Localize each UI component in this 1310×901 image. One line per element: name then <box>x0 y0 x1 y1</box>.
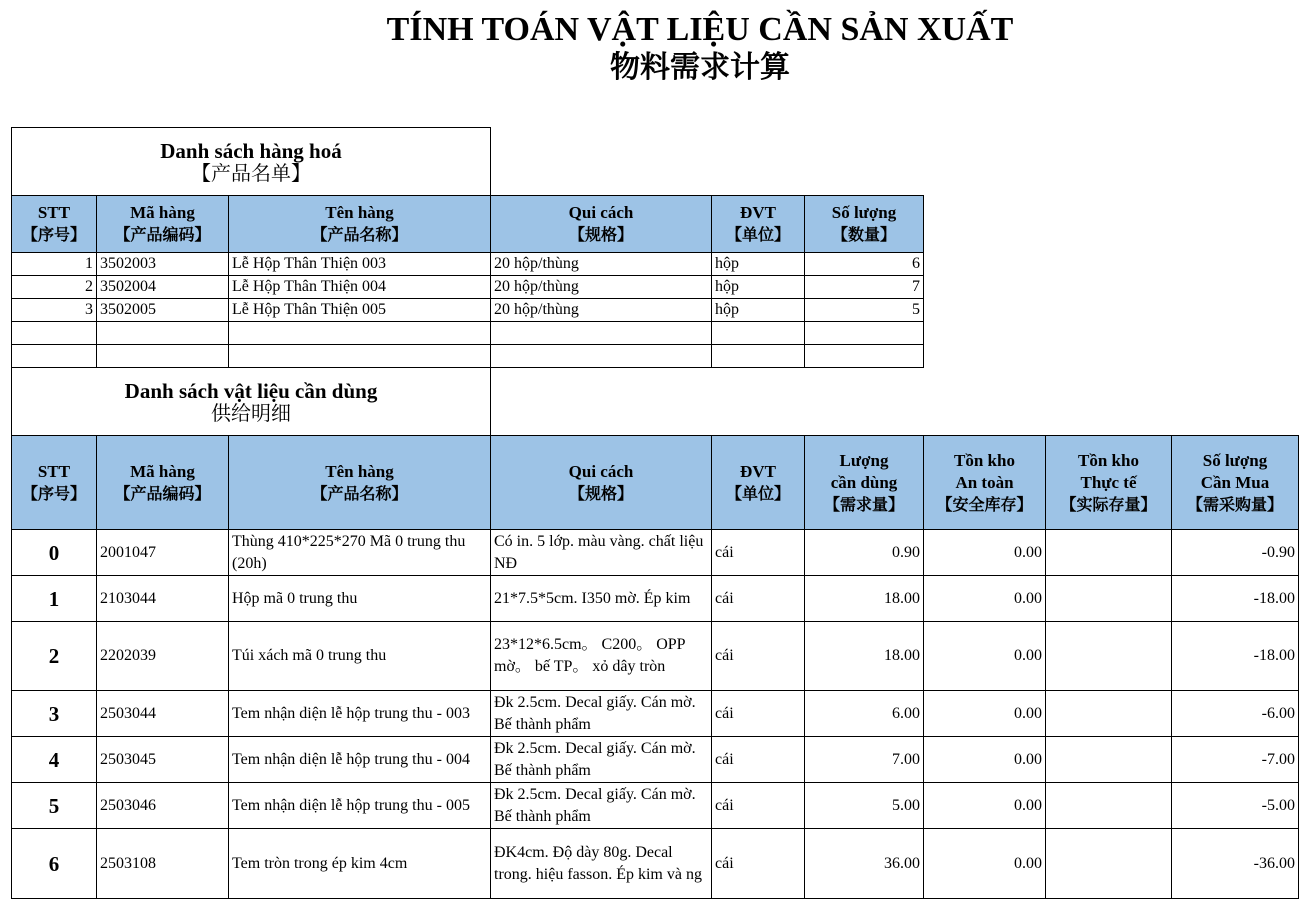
col-header-unit: ĐVT 【单位】 <box>712 196 805 253</box>
cell-need: 5.00 <box>805 783 924 829</box>
table-row <box>12 691 1299 737</box>
col-header-stt: STT 【序号】 <box>12 436 97 530</box>
col-header-need: Lượng cần dùng 【需求量】 <box>805 436 924 530</box>
cell-stt: 1 <box>12 576 97 622</box>
col-header-spec: Qui cách 【规格】 <box>491 196 712 253</box>
col-header-code: Mã hàng 【产品编码】 <box>97 196 229 253</box>
cell-name: Hộp mã 0 trung thu <box>229 576 491 622</box>
cell-actual-stock <box>1046 783 1172 829</box>
cell-code: 2503108 <box>97 829 229 899</box>
col-header-stt: STT 【序号】 <box>12 196 97 253</box>
cell-unit: cái <box>712 622 805 691</box>
cell-spec: Có in. 5 lớp. màu vàng. chất liệu NĐ <box>491 530 712 576</box>
cell-purchase-qty: -7.00 <box>1172 737 1299 783</box>
cell-name: Tem nhận diện lễ hộp trung thu - 003 <box>229 691 491 737</box>
col-header-name: Tên hàng 【产品名称】 <box>229 436 491 530</box>
page-title: TÍNH TOÁN VẬT LIỆU CẦN SẢN XUẤT <box>386 11 1014 48</box>
cell-need: 18.00 <box>805 622 924 691</box>
cell-safety-stock: 0.00 <box>924 576 1046 622</box>
col-header-purchase-qty: Số lượng Cần Mua 【需采购量】 <box>1172 436 1299 530</box>
products-header-row <box>12 196 1299 253</box>
cell-name: Tem tròn trong ép kim 4cm <box>229 829 491 899</box>
cell-name: Lễ Hộp Thân Thiện 004 <box>229 276 491 299</box>
cell-stt: 2 <box>12 276 97 299</box>
page-subtitle-zh: 物料需求计算 <box>610 50 790 85</box>
cell-need: 0.90 <box>805 530 924 576</box>
cell-unit: cái <box>712 691 805 737</box>
materials-header-row <box>12 436 1299 530</box>
col-header-name: Tên hàng 【产品名称】 <box>229 196 491 253</box>
cell-name: Lễ Hộp Thân Thiện 003 <box>229 253 491 276</box>
cell-need: 18.00 <box>805 576 924 622</box>
cell-purchase-qty: -18.00 <box>1172 576 1299 622</box>
cell-safety-stock: 0.00 <box>924 622 1046 691</box>
cell-unit: cái <box>712 530 805 576</box>
cell-purchase-qty: -5.00 <box>1172 783 1299 829</box>
cell-code: 2103044 <box>97 576 229 622</box>
cell-safety-stock: 0.00 <box>924 530 1046 576</box>
col-header-actual-stock: Tồn kho Thực tế 【实际存量】 <box>1046 436 1172 530</box>
cell-stt: 0 <box>12 530 97 576</box>
cell-stt: 2 <box>12 622 97 691</box>
cell-purchase-qty: -0.90 <box>1172 530 1299 576</box>
cell-actual-stock <box>1046 691 1172 737</box>
cell-purchase-qty: -6.00 <box>1172 691 1299 737</box>
cell-purchase-qty: -18.00 <box>1172 622 1299 691</box>
cell-safety-stock: 0.00 <box>924 783 1046 829</box>
cell-actual-stock <box>1046 622 1172 691</box>
cell-unit: cái <box>712 829 805 899</box>
cell-spec: 21*7.5*5cm. I350 mờ. Ép kim <box>491 576 712 622</box>
table-row <box>12 253 1299 276</box>
cell-spec: Đk 2.5cm. Decal giấy. Cán mờ. Bế thành phẩm <box>491 783 712 829</box>
table-row <box>12 829 1299 899</box>
cell-unit: hộp <box>712 276 805 299</box>
cell-actual-stock <box>1046 530 1172 576</box>
table-row <box>12 622 1299 691</box>
table-row <box>12 737 1299 783</box>
cell-code: 2503046 <box>97 783 229 829</box>
cell-name: Thùng 410*225*270 Mã 0 trung thu (20h) <box>229 530 491 576</box>
table-row <box>12 276 1299 299</box>
cell-name: Tem nhận diện lễ hộp trung thu - 005 <box>229 783 491 829</box>
table-row-empty <box>12 322 1299 345</box>
cell-spec: 20 hộp/thùng <box>491 276 712 299</box>
cell-spec: Đk 2.5cm. Decal giấy. Cán mờ. Bế thành phẩm <box>491 691 712 737</box>
cell-code: 2202039 <box>97 622 229 691</box>
cell-purchase-qty: -36.00 <box>1172 829 1299 899</box>
materials-section-title: Danh sách vật liệu cần dùng 供给明细 <box>12 368 491 436</box>
cell-stt: 6 <box>12 829 97 899</box>
cell-unit: cái <box>712 576 805 622</box>
cell-stt: 4 <box>12 737 97 783</box>
cell-actual-stock <box>1046 737 1172 783</box>
cell-qty: 6 <box>805 253 924 276</box>
cell-unit: hộp <box>712 253 805 276</box>
cell-name: Lễ Hộp Thân Thiện 005 <box>229 299 491 322</box>
cell-spec: ĐK4cm. Độ dày 80g. Decal trong. hiệu fasson. Ép kim và ng <box>491 829 712 899</box>
col-header-spec: Qui cách 【规格】 <box>491 436 712 530</box>
cell-spec: Đk 2.5cm. Decal giấy. Cán mờ. Bế thành phẩm <box>491 737 712 783</box>
cell-stt: 3 <box>12 299 97 322</box>
cell-name: Túi xách mã 0 trung thu <box>229 622 491 691</box>
table-row-empty <box>12 345 1299 368</box>
cell-safety-stock: 0.00 <box>924 737 1046 783</box>
col-header-qty: Số lượng 【数量】 <box>805 196 924 253</box>
cell-stt: 1 <box>12 253 97 276</box>
cell-actual-stock <box>1046 576 1172 622</box>
cell-actual-stock <box>1046 829 1172 899</box>
table-row <box>12 299 1299 322</box>
cell-unit: cái <box>712 783 805 829</box>
table-row <box>12 783 1299 829</box>
cell-need: 7.00 <box>805 737 924 783</box>
table-row <box>12 530 1299 576</box>
cell-safety-stock: 0.00 <box>924 829 1046 899</box>
table-row <box>12 576 1299 622</box>
cell-need: 36.00 <box>805 829 924 899</box>
cell-code: 2503045 <box>97 737 229 783</box>
cell-stt: 5 <box>12 783 97 829</box>
cell-stt: 3 <box>12 691 97 737</box>
cell-code: 2001047 <box>97 530 229 576</box>
col-header-safety-stock: Tồn kho An toàn 【安全库存】 <box>924 436 1046 530</box>
cell-qty: 5 <box>805 299 924 322</box>
cell-spec: 20 hộp/thùng <box>491 253 712 276</box>
col-header-unit: ĐVT 【单位】 <box>712 436 805 530</box>
cell-spec: 20 hộp/thùng <box>491 299 712 322</box>
cell-safety-stock: 0.00 <box>924 691 1046 737</box>
cell-code: 3502003 <box>97 253 229 276</box>
products-section-title: Danh sách hàng hoá 【产品名单】 <box>12 128 491 196</box>
cell-code: 2503044 <box>97 691 229 737</box>
cell-spec: 23*12*6.5cm。 C200。 OPP mờ。 bế TP。 xỏ dây tròn <box>491 622 712 691</box>
cell-unit: cái <box>712 737 805 783</box>
cell-name: Tem nhận diện lễ hộp trung thu - 004 <box>229 737 491 783</box>
cell-code: 3502005 <box>97 299 229 322</box>
col-header-code: Mã hàng 【产品编码】 <box>97 436 229 530</box>
material-sheet <box>11 127 1299 899</box>
cell-code: 3502004 <box>97 276 229 299</box>
cell-qty: 7 <box>805 276 924 299</box>
cell-unit: hộp <box>712 299 805 322</box>
cell-need: 6.00 <box>805 691 924 737</box>
